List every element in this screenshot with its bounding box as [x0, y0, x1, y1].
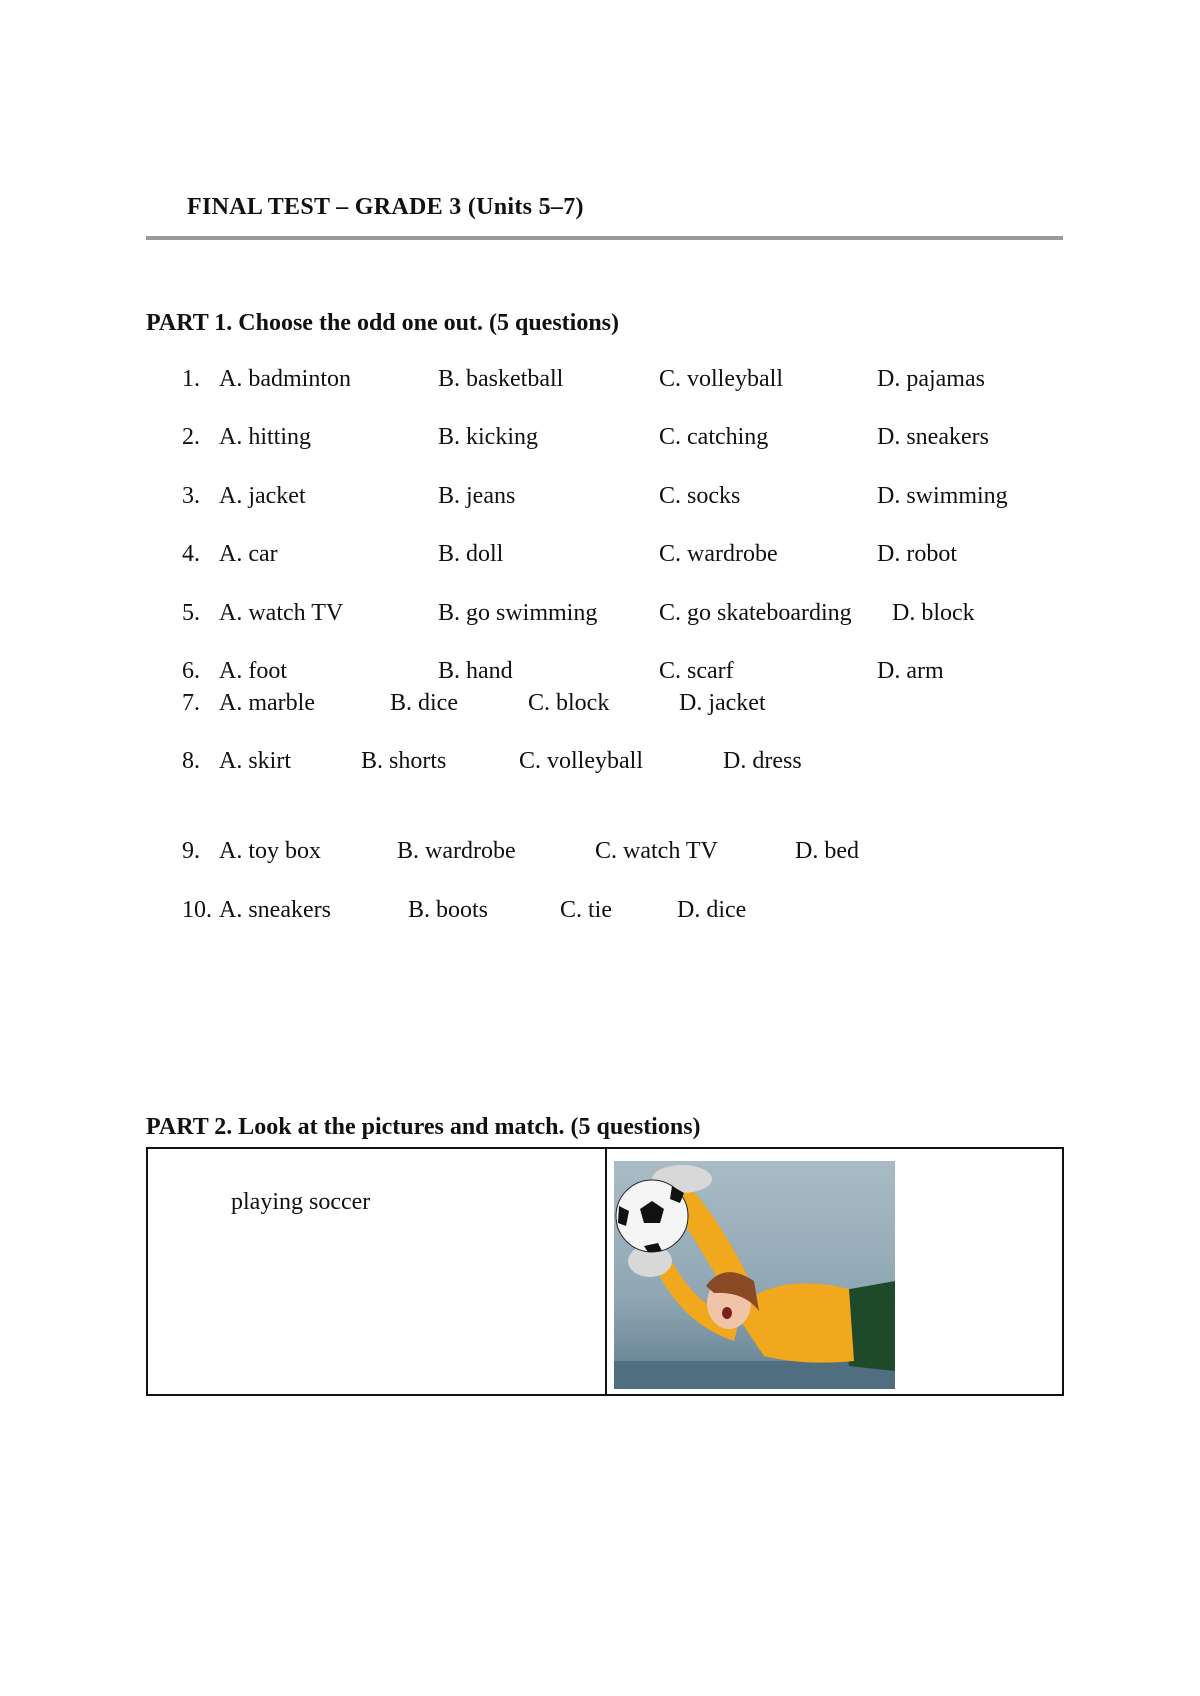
- option-d: D. sneakers: [877, 424, 989, 450]
- option-a: A. badminton: [219, 366, 351, 392]
- option-c: C. scarf: [659, 658, 734, 684]
- option-c: C. watch TV: [595, 838, 718, 864]
- option-a: A. skirt: [219, 748, 291, 774]
- option-a: A. jacket: [219, 483, 306, 509]
- option-b: B. kicking: [438, 424, 538, 450]
- option-c: C. block: [528, 690, 610, 716]
- option-b: B. boots: [408, 897, 489, 923]
- option-c: C. go skateboarding: [659, 600, 852, 626]
- option-b: B. shorts: [361, 748, 447, 774]
- table-divider: [605, 1149, 607, 1394]
- option-a: A. watch TV: [219, 600, 344, 626]
- option-a: A. sneakers: [219, 897, 331, 923]
- question-number: 6.: [182, 658, 200, 684]
- option-a: A. hitting: [219, 424, 312, 450]
- option-a: A. foot: [219, 658, 287, 684]
- option-d: D. dress: [723, 748, 802, 774]
- option-d: D. swimming: [877, 483, 1008, 509]
- question-number: 7.: [182, 690, 200, 716]
- goalkeeper-photo: [614, 1161, 895, 1389]
- option-c: C. volleyball: [519, 748, 643, 774]
- option-d: D. arm: [877, 658, 944, 684]
- title-rule: [146, 236, 1063, 240]
- question-number: 4.: [182, 541, 200, 567]
- match-word: playing soccer: [231, 1189, 371, 1215]
- option-b: B. go swimming: [438, 600, 598, 626]
- option-b: B. doll: [438, 541, 504, 567]
- question-number: 3.: [182, 483, 200, 509]
- option-b: B. hand: [438, 658, 513, 684]
- option-b: B. basketball: [438, 366, 564, 392]
- question-number: 1.: [182, 366, 200, 392]
- option-d: D. dice: [677, 897, 747, 923]
- part1-heading: PART 1. Choose the odd one out. (5 questions): [146, 310, 619, 336]
- option-d: D. bed: [795, 838, 859, 864]
- question-number: 10.: [182, 897, 212, 923]
- option-b: B. jeans: [438, 483, 516, 509]
- question-number: 8.: [182, 748, 200, 774]
- option-c: C. socks: [659, 483, 741, 509]
- option-d: D. block: [892, 600, 975, 626]
- option-a: A. toy box: [219, 838, 321, 864]
- option-c: C. volleyball: [659, 366, 783, 392]
- option-b: B. dice: [390, 690, 458, 716]
- question-number: 5.: [182, 600, 200, 626]
- option-d: D. pajamas: [877, 366, 985, 392]
- match-table: [146, 1147, 1064, 1396]
- option-c: C. catching: [659, 424, 769, 450]
- option-c: C. tie: [560, 897, 612, 923]
- test-title: FINAL TEST – GRADE 3 (Units 5–7): [187, 194, 584, 220]
- option-c: C. wardrobe: [659, 541, 778, 567]
- question-number: 9.: [182, 838, 200, 864]
- question-number: 2.: [182, 424, 200, 450]
- option-a: A. marble: [219, 690, 315, 716]
- option-b: B. wardrobe: [397, 838, 516, 864]
- part2-heading: PART 2. Look at the pictures and match. (5 questions): [146, 1114, 701, 1140]
- option-d: D. jacket: [679, 690, 766, 716]
- option-a: A. car: [219, 541, 278, 567]
- option-d: D. robot: [877, 541, 957, 567]
